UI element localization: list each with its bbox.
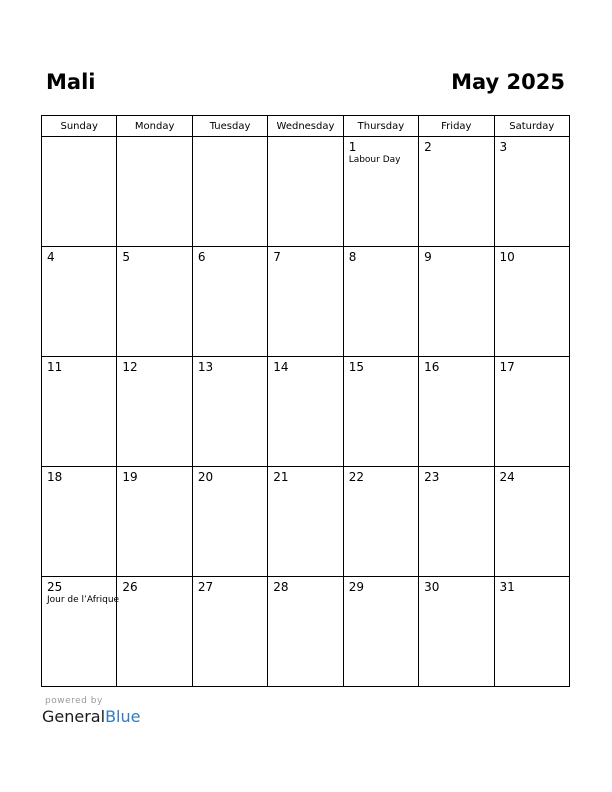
day-cell [419,467,494,577]
weekday-tuesday: Tuesday [192,116,267,137]
day-number: 9 [424,250,432,264]
day-cell [268,577,343,687]
holiday-label: Jour de l’Afrique [47,595,120,605]
day-number: 31 [499,580,515,594]
day-cell [42,137,117,247]
weekday-friday: Friday [419,116,494,137]
day-cell [494,137,569,247]
day-number: 8 [348,250,357,264]
day-cell [192,577,267,687]
day-number: 5 [122,250,131,264]
day-cell [494,247,569,357]
weekday-saturday: Saturday [494,116,569,137]
day-cell [117,247,192,357]
week-row [42,577,570,687]
week-row [42,357,570,467]
week-row [42,247,570,357]
day-cell [117,467,192,577]
weekday-thursday: Thursday [343,116,418,137]
day-cell [268,467,343,577]
weekday-sunday: Sunday [42,116,117,137]
day-cell [343,357,418,467]
holiday-label: Labour Day [348,155,401,165]
day-cell [42,577,120,687]
day-number: 27 [197,580,214,594]
weekday-wednesday: Wednesday [268,116,343,137]
day-cell [343,577,418,687]
brand-general-text: General [42,707,106,726]
day-number: 25 [47,580,63,594]
day-number: 22 [348,470,364,484]
day-cell [192,247,267,357]
day-cell [192,357,267,467]
day-cell [419,137,494,247]
day-cell [268,357,343,467]
country-title: Mali [46,70,96,94]
day-number: 14 [273,360,289,374]
day-cell [117,357,192,467]
day-cell [268,137,343,247]
day-number: 3 [499,140,508,154]
powered-by-label: powered by [45,696,103,706]
day-number: 16 [424,360,440,374]
day-number: 17 [499,360,515,374]
day-cell [494,577,569,687]
day-number: 10 [499,250,515,264]
day-number: 13 [197,360,214,374]
day-number: 19 [122,470,138,484]
day-cell [343,137,418,247]
day-number: 24 [499,470,515,484]
day-number: 7 [273,250,281,264]
day-number: 23 [424,470,440,484]
day-number: 21 [273,470,289,484]
day-cell [343,467,418,577]
weekday-monday: Monday [117,116,192,137]
week-row [42,137,570,247]
day-cell [419,247,494,357]
footer-branding [42,696,140,726]
day-cell [42,357,117,467]
brand-blue-text: Blue [105,707,141,726]
day-number: 30 [424,580,440,594]
day-cell [117,137,192,247]
day-cell [419,357,494,467]
day-cell [117,577,192,687]
calendar-grid [41,115,570,687]
day-number: 15 [348,360,364,374]
day-cell [268,247,343,357]
day-number: 20 [197,470,214,484]
generalblue-logo[interactable] [42,707,140,726]
weekday-header-row [42,116,570,137]
day-cell [42,467,117,577]
day-cell [192,137,267,247]
day-number: 1 [348,140,357,154]
day-cell [494,467,569,577]
day-cell [343,247,418,357]
day-number: 28 [273,580,289,594]
day-cell [42,247,117,357]
day-number: 4 [47,250,55,264]
day-number: 11 [47,360,63,374]
day-cell [494,357,569,467]
day-number: 2 [424,140,432,154]
day-number: 26 [122,580,138,594]
week-row [42,467,570,577]
day-number: 18 [47,470,63,484]
day-cell [419,577,494,687]
day-number: 29 [348,580,364,594]
day-number: 12 [122,360,138,374]
month-year-title: May 2025 [451,70,565,94]
day-cell [192,467,267,577]
day-number: 6 [197,250,206,264]
